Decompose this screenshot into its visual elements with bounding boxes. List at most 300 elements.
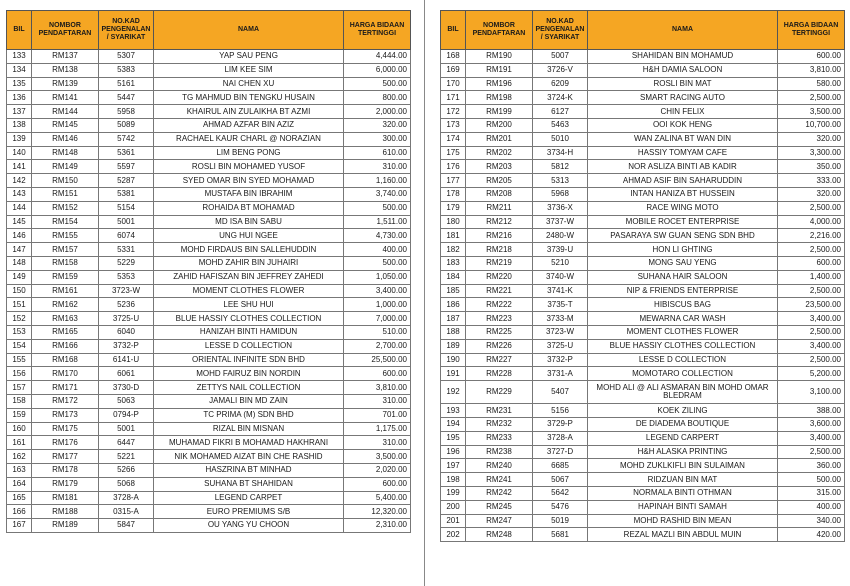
cell-harga: 5,200.00 (778, 367, 845, 381)
cell-bil: 196 (441, 445, 466, 459)
cell-harga: 2,500.00 (778, 201, 845, 215)
table-row (441, 528, 845, 542)
cell-no-kad: 3724-K (533, 91, 588, 105)
cell-nama: SMART RACING AUTO (588, 91, 778, 105)
cell-harga: 3,600.00 (778, 417, 845, 431)
cell-no-kad: 5161 (99, 77, 154, 91)
cell-bil: 135 (7, 77, 32, 91)
cell-no-kad: 5597 (99, 160, 154, 174)
cell-harga: 2,500.00 (778, 353, 845, 367)
cell-bil: 184 (441, 270, 466, 284)
cell-no-kad: 6074 (99, 229, 154, 243)
cell-nama: LESSE D COLLECTION (154, 339, 344, 353)
table-row (7, 105, 411, 119)
cell-no-kad: 5463 (533, 118, 588, 132)
table-row (441, 404, 845, 418)
cell-nombor-pendaftaran: RM248 (466, 528, 533, 542)
cell-nombor-pendaftaran: RM221 (466, 284, 533, 298)
cell-nama: OU YANG YU CHOON (154, 519, 344, 533)
cell-harga: 310.00 (344, 160, 411, 174)
cell-harga: 3,400.00 (344, 284, 411, 298)
cell-no-kad: 5476 (533, 500, 588, 514)
cell-bil: 165 (7, 491, 32, 505)
cell-nombor-pendaftaran: RM205 (466, 174, 533, 188)
cell-nombor-pendaftaran: RM137 (32, 50, 99, 64)
cell-nama: ROSLI BIN MAT (588, 77, 778, 91)
cell-nombor-pendaftaran: RM138 (32, 63, 99, 77)
table-row (7, 256, 411, 270)
cell-nombor-pendaftaran: RM222 (466, 298, 533, 312)
cell-harga: 3,500.00 (344, 450, 411, 464)
cell-no-kad: 5236 (99, 298, 154, 312)
table-row (7, 298, 411, 312)
cell-no-kad: 2480-W (533, 229, 588, 243)
cell-no-kad: 3727-D (533, 445, 588, 459)
cell-no-kad: 3732-P (533, 353, 588, 367)
header-no-kad: NO.KAD PENGENALAN / SYARIKAT (99, 11, 154, 50)
cell-harga: 500.00 (344, 77, 411, 91)
cell-nama: MEWARNA CAR WASH (588, 312, 778, 326)
cell-nombor-pendaftaran: RM228 (466, 367, 533, 381)
left-table-panel (6, 10, 410, 533)
cell-no-kad: 0315-A (99, 505, 154, 519)
header-nombor-pendaftaran: NOMBOR PENDAFTARAN (466, 11, 533, 50)
cell-nama: MOMOTARO COLLECTION (588, 367, 778, 381)
cell-nama: LEGEND CARPERT (588, 431, 778, 445)
cell-bil: 140 (7, 146, 32, 160)
cell-nombor-pendaftaran: RM162 (32, 298, 99, 312)
cell-bil: 172 (441, 105, 466, 119)
cell-harga: 4,730.00 (344, 229, 411, 243)
cell-harga: 2,216.00 (778, 229, 845, 243)
cell-harga: 2,500.00 (778, 243, 845, 257)
cell-harga: 500.00 (778, 473, 845, 487)
cell-nombor-pendaftaran: RM159 (32, 270, 99, 284)
cell-nombor-pendaftaran: RM233 (466, 431, 533, 445)
cell-harga: 2,500.00 (778, 91, 845, 105)
cell-bil: 155 (7, 353, 32, 367)
cell-nombor-pendaftaran: RM150 (32, 174, 99, 188)
table-row (7, 394, 411, 408)
right-table-body (441, 50, 845, 542)
table-row (441, 353, 845, 367)
cell-nombor-pendaftaran: RM220 (466, 270, 533, 284)
cell-no-kad: 3733-M (533, 312, 588, 326)
cell-bil: 162 (7, 450, 32, 464)
cell-bil: 146 (7, 229, 32, 243)
header-nama: NAMA (588, 11, 778, 50)
cell-harga: 350.00 (778, 160, 845, 174)
cell-nombor-pendaftaran: RM226 (466, 339, 533, 353)
cell-nama: JAMALI BIN MD ZAIN (154, 394, 344, 408)
cell-nama: INTAN HANIZA BT HUSSEIN (588, 187, 778, 201)
cell-harga: 2,700.00 (344, 339, 411, 353)
cell-nama: KOEK ZILING (588, 404, 778, 418)
cell-no-kad: 6209 (533, 77, 588, 91)
cell-nombor-pendaftaran: RM148 (32, 146, 99, 160)
cell-harga: 3,300.00 (778, 146, 845, 160)
cell-harga: 800.00 (344, 91, 411, 105)
cell-nombor-pendaftaran: RM196 (466, 77, 533, 91)
cell-no-kad: 3728-A (533, 431, 588, 445)
cell-nombor-pendaftaran: RM188 (32, 505, 99, 519)
cell-nombor-pendaftaran: RM200 (466, 118, 533, 132)
cell-nombor-pendaftaran: RM199 (466, 105, 533, 119)
table-row (441, 146, 845, 160)
cell-bil: 161 (7, 436, 32, 450)
cell-harga: 310.00 (344, 436, 411, 450)
cell-no-kad: 5063 (99, 394, 154, 408)
cell-nama: TC PRIMA (M) SDN BHD (154, 408, 344, 422)
table-row (7, 367, 411, 381)
header-harga: HARGA BIDAAN TERTINGGI (778, 11, 845, 50)
cell-harga: 3,400.00 (778, 431, 845, 445)
cell-harga: 388.00 (778, 404, 845, 418)
table-row (7, 215, 411, 229)
cell-harga: 2,310.00 (344, 519, 411, 533)
cell-harga: 320.00 (778, 132, 845, 146)
cell-nama: HASSIY TOMYAM CAFE (588, 146, 778, 160)
cell-harga: 2,500.00 (778, 284, 845, 298)
cell-nama: LEE SHU HUI (154, 298, 344, 312)
table-row (441, 243, 845, 257)
cell-no-kad: 5010 (533, 132, 588, 146)
cell-no-kad: 3735-T (533, 298, 588, 312)
cell-harga: 1,160.00 (344, 174, 411, 188)
cell-harga: 3,500.00 (778, 105, 845, 119)
cell-nama: MOHD ZAHIR BIN JUHAIRI (154, 256, 344, 270)
cell-nombor-pendaftaran: RM216 (466, 229, 533, 243)
cell-nama: NIK MOHAMED AIZAT BIN CHE RASHID (154, 450, 344, 464)
cell-no-kad: 5407 (533, 381, 588, 404)
header-no-kad: NO.KAD PENGENALAN / SYARIKAT (533, 11, 588, 50)
cell-harga: 1,400.00 (778, 270, 845, 284)
table-row (7, 174, 411, 188)
table-row (7, 491, 411, 505)
table-header-row (441, 11, 845, 50)
cell-no-kad: 5812 (533, 160, 588, 174)
cell-no-kad: 3734-H (533, 146, 588, 160)
cell-nombor-pendaftaran: RM208 (466, 187, 533, 201)
cell-bil: 149 (7, 270, 32, 284)
cell-no-kad: 5447 (99, 91, 154, 105)
cell-no-kad: 6685 (533, 459, 588, 473)
table-row (441, 187, 845, 201)
cell-bil: 169 (441, 63, 466, 77)
cell-nombor-pendaftaran: RM179 (32, 477, 99, 491)
table-row (441, 445, 845, 459)
cell-nombor-pendaftaran: RM190 (466, 50, 533, 64)
cell-no-kad: 3723-W (99, 284, 154, 298)
page-divider (424, 0, 425, 586)
cell-nombor-pendaftaran: RM158 (32, 256, 99, 270)
table-row (441, 174, 845, 188)
cell-bil: 139 (7, 132, 32, 146)
cell-nombor-pendaftaran: RM229 (466, 381, 533, 404)
cell-nama: H&H DAMIA SALOON (588, 63, 778, 77)
cell-nama: AHMAD AZFAR BIN AZIZ (154, 118, 344, 132)
table-row (7, 91, 411, 105)
cell-nombor-pendaftaran: RM189 (32, 519, 99, 533)
cell-harga: 3,100.00 (778, 381, 845, 404)
cell-bil: 164 (7, 477, 32, 491)
cell-nombor-pendaftaran: RM191 (466, 63, 533, 77)
cell-harga: 420.00 (778, 528, 845, 542)
cell-bil: 151 (7, 298, 32, 312)
table-row (441, 160, 845, 174)
cell-nombor-pendaftaran: RM141 (32, 91, 99, 105)
cell-bil: 173 (441, 118, 466, 132)
cell-nombor-pendaftaran: RM168 (32, 353, 99, 367)
cell-bil: 175 (441, 146, 466, 160)
cell-harga: 5,400.00 (344, 491, 411, 505)
cell-no-kad: 3732-P (99, 339, 154, 353)
cell-no-kad: 3736-X (533, 201, 588, 215)
cell-bil: 182 (441, 243, 466, 257)
cell-no-kad: 5007 (533, 50, 588, 64)
cell-no-kad: 3723-W (533, 325, 588, 339)
cell-nama: HAPINAH BINTI SAMAH (588, 500, 778, 514)
table-row (441, 417, 845, 431)
cell-no-kad: 5642 (533, 486, 588, 500)
right-auction-table (440, 10, 845, 542)
table-row (441, 50, 845, 64)
cell-nombor-pendaftaran: RM223 (466, 312, 533, 326)
cell-bil: 189 (441, 339, 466, 353)
table-row (7, 450, 411, 464)
header-harga: HARGA BIDAAN TERTINGGI (344, 11, 411, 50)
cell-harga: 400.00 (778, 500, 845, 514)
table-row (441, 284, 845, 298)
cell-nama: DE DIADEMA BOUTIQUE (588, 417, 778, 431)
cell-no-kad: 5968 (533, 187, 588, 201)
cell-bil: 194 (441, 417, 466, 431)
table-row (7, 118, 411, 132)
cell-no-kad: 3730-D (99, 381, 154, 395)
cell-nombor-pendaftaran: RM151 (32, 187, 99, 201)
cell-bil: 134 (7, 63, 32, 77)
cell-bil: 159 (7, 408, 32, 422)
cell-nama: SUHANA HAIR SALOON (588, 270, 778, 284)
cell-nombor-pendaftaran: RM144 (32, 105, 99, 119)
cell-nama: ROSLI BIN MOHAMED YUSOF (154, 160, 344, 174)
cell-nombor-pendaftaran: RM245 (466, 500, 533, 514)
cell-nama: EURO PREMIUMS S/B (154, 505, 344, 519)
cell-harga: 23,500.00 (778, 298, 845, 312)
header-bil: BIL (7, 11, 32, 50)
cell-bil: 202 (441, 528, 466, 542)
table-row (441, 201, 845, 215)
cell-harga: 510.00 (344, 325, 411, 339)
table-row (441, 132, 845, 146)
cell-nama: NAI CHEN XU (154, 77, 344, 91)
cell-no-kad: 5958 (99, 105, 154, 119)
table-row (7, 63, 411, 77)
cell-no-kad: 5331 (99, 243, 154, 257)
cell-harga: 3,400.00 (778, 312, 845, 326)
cell-nombor-pendaftaran: RM171 (32, 381, 99, 395)
table-row (441, 325, 845, 339)
cell-nombor-pendaftaran: RM177 (32, 450, 99, 464)
cell-bil: 133 (7, 50, 32, 64)
cell-harga: 3,740.00 (344, 187, 411, 201)
cell-harga: 7,000.00 (344, 312, 411, 326)
cell-no-kad: 5287 (99, 174, 154, 188)
cell-nama: MOMENT CLOTHES FLOWER (154, 284, 344, 298)
cell-nama: RIDZUAN BIN MAT (588, 473, 778, 487)
header-nama: NAMA (154, 11, 344, 50)
table-row (7, 50, 411, 64)
cell-nombor-pendaftaran: RM242 (466, 486, 533, 500)
cell-no-kad: 5229 (99, 256, 154, 270)
cell-harga: 4,444.00 (344, 50, 411, 64)
cell-nama: MOHD ALI @ ALI ASMARAN BIN MOHD OMAR BLEDRAM (588, 381, 778, 404)
cell-nombor-pendaftaran: RM231 (466, 404, 533, 418)
cell-nama: MOHD FIRDAUS BIN SALLEHUDDIN (154, 243, 344, 257)
cell-bil: 137 (7, 105, 32, 119)
cell-bil: 197 (441, 459, 466, 473)
cell-bil: 142 (7, 174, 32, 188)
cell-harga: 600.00 (778, 50, 845, 64)
cell-nama: NOR ASLIZA BINTI AB KADIR (588, 160, 778, 174)
cell-bil: 152 (7, 312, 32, 326)
table-row (7, 339, 411, 353)
cell-no-kad: 5154 (99, 201, 154, 215)
cell-bil: 200 (441, 500, 466, 514)
table-row (441, 339, 845, 353)
cell-harga: 3,810.00 (778, 63, 845, 77)
cell-harga: 25,500.00 (344, 353, 411, 367)
cell-bil: 154 (7, 339, 32, 353)
cell-harga: 2,500.00 (778, 445, 845, 459)
cell-nombor-pendaftaran: RM155 (32, 229, 99, 243)
table-row (7, 519, 411, 533)
cell-nombor-pendaftaran: RM173 (32, 408, 99, 422)
cell-bil: 179 (441, 201, 466, 215)
cell-nombor-pendaftaran: RM176 (32, 436, 99, 450)
cell-no-kad: 5742 (99, 132, 154, 146)
cell-harga: 1,000.00 (344, 298, 411, 312)
cell-no-kad: 6127 (533, 105, 588, 119)
cell-nama: CHIN FELIX (588, 105, 778, 119)
header-nombor-pendaftaran: NOMBOR PENDAFTARAN (32, 11, 99, 50)
cell-nombor-pendaftaran: RM139 (32, 77, 99, 91)
cell-bil: 144 (7, 201, 32, 215)
table-row (441, 118, 845, 132)
cell-harga: 315.00 (778, 486, 845, 500)
cell-nama: MOHD RASHID BIN MEAN (588, 514, 778, 528)
cell-nombor-pendaftaran: RM232 (466, 417, 533, 431)
cell-no-kad: 5381 (99, 187, 154, 201)
cell-bil: 181 (441, 229, 466, 243)
cell-no-kad: 3729-P (533, 417, 588, 431)
cell-no-kad: 3725-U (533, 339, 588, 353)
cell-nama: LEGEND CARPET (154, 491, 344, 505)
cell-nombor-pendaftaran: RM202 (466, 146, 533, 160)
cell-nama: RACE WING MOTO (588, 201, 778, 215)
cell-nombor-pendaftaran: RM227 (466, 353, 533, 367)
cell-no-kad: 6061 (99, 367, 154, 381)
cell-nombor-pendaftaran: RM212 (466, 215, 533, 229)
cell-nombor-pendaftaran: RM218 (466, 243, 533, 257)
cell-bil: 136 (7, 91, 32, 105)
cell-nama: MD ISA BIN SABU (154, 215, 344, 229)
cell-harga: 2,000.00 (344, 105, 411, 119)
cell-no-kad: 5068 (99, 477, 154, 491)
table-row (441, 105, 845, 119)
cell-nombor-pendaftaran: RM154 (32, 215, 99, 229)
cell-nama: YAP SAU PENG (154, 50, 344, 64)
cell-nama: RIZAL BIN MISNAN (154, 422, 344, 436)
cell-nama: RACHAEL KAUR CHARL @ NORAZIAN (154, 132, 344, 146)
cell-harga: 4,000.00 (778, 215, 845, 229)
cell-nombor-pendaftaran: RM161 (32, 284, 99, 298)
table-row (441, 431, 845, 445)
cell-no-kad: 5307 (99, 50, 154, 64)
table-row (441, 459, 845, 473)
table-row (7, 146, 411, 160)
cell-bil: 160 (7, 422, 32, 436)
cell-harga: 320.00 (778, 187, 845, 201)
cell-nama: AHMAD ASIF BIN SAHARUDDIN (588, 174, 778, 188)
cell-harga: 1,050.00 (344, 270, 411, 284)
cell-nama: BLUE HASSIY CLOTHES COLLECTION (588, 339, 778, 353)
table-row (7, 160, 411, 174)
cell-bil: 170 (441, 77, 466, 91)
cell-harga: 500.00 (344, 256, 411, 270)
cell-nama: LIM BENG PONG (154, 146, 344, 160)
cell-nombor-pendaftaran: RM181 (32, 491, 99, 505)
cell-nombor-pendaftaran: RM149 (32, 160, 99, 174)
cell-harga: 600.00 (344, 367, 411, 381)
table-row (7, 229, 411, 243)
table-row (441, 514, 845, 528)
cell-bil: 176 (441, 160, 466, 174)
cell-bil: 153 (7, 325, 32, 339)
table-row (441, 215, 845, 229)
cell-nama: SUHANA BT SHAHIDAN (154, 477, 344, 491)
cell-nama: WAN ZALINA BT WAN DIN (588, 132, 778, 146)
table-row (7, 132, 411, 146)
cell-harga: 2,020.00 (344, 463, 411, 477)
table-row (7, 201, 411, 215)
cell-nombor-pendaftaran: RM219 (466, 256, 533, 270)
cell-bil: 141 (7, 160, 32, 174)
cell-no-kad: 3740-W (533, 270, 588, 284)
cell-nombor-pendaftaran: RM166 (32, 339, 99, 353)
cell-no-kad: 5266 (99, 463, 154, 477)
cell-harga: 10,700.00 (778, 118, 845, 132)
cell-nama: HANIZAH BINTI HAMIDUN (154, 325, 344, 339)
cell-no-kad: 3726-V (533, 63, 588, 77)
cell-bil: 157 (7, 381, 32, 395)
cell-no-kad: 5001 (99, 215, 154, 229)
cell-nombor-pendaftaran: RM211 (466, 201, 533, 215)
cell-nombor-pendaftaran: RM175 (32, 422, 99, 436)
table-row (7, 463, 411, 477)
cell-nama: ZETTYS NAIL COLLECTION (154, 381, 344, 395)
cell-no-kad: 5019 (533, 514, 588, 528)
cell-nombor-pendaftaran: RM165 (32, 325, 99, 339)
cell-harga: 300.00 (344, 132, 411, 146)
cell-bil: 148 (7, 256, 32, 270)
cell-nama: HON LI GHTING (588, 243, 778, 257)
cell-bil: 167 (7, 519, 32, 533)
cell-nama: UNG HUI NGEE (154, 229, 344, 243)
cell-no-kad: 3737-W (533, 215, 588, 229)
cell-bil: 166 (7, 505, 32, 519)
cell-nama: ZAHID HAFISZAN BIN JEFFREY ZAHEDI (154, 270, 344, 284)
